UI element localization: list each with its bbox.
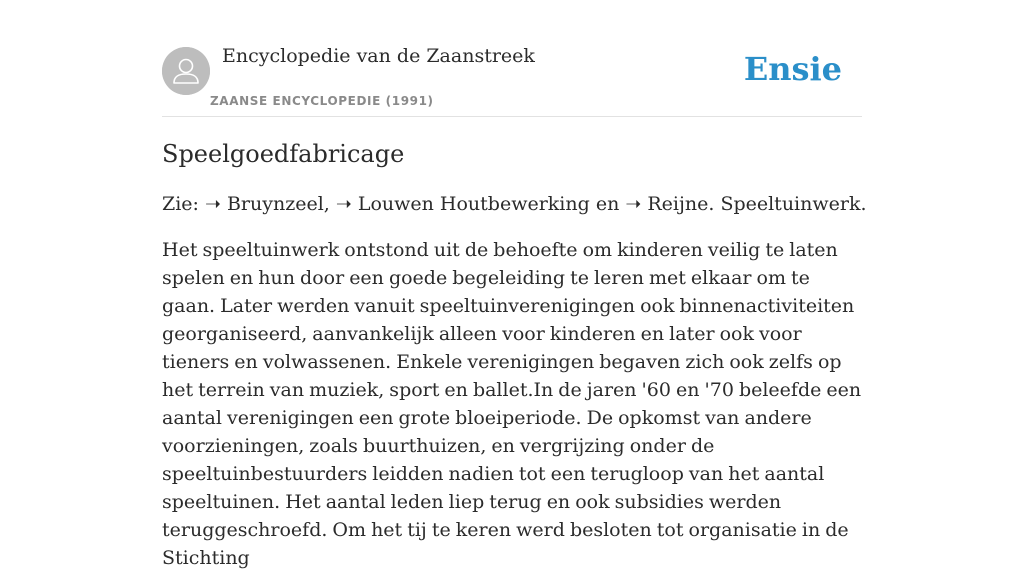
- see-also-connector: en: [595, 193, 620, 215]
- see-also-prefix: Zie:: [162, 193, 199, 215]
- arrow-right-icon: ➝: [204, 193, 221, 215]
- arrow-right-icon: ➝: [625, 193, 642, 215]
- link-bruynzeel[interactable]: Bruynzeel,: [226, 193, 330, 215]
- ensie-logo[interactable]: Ensie: [743, 50, 842, 88]
- link-reijne[interactable]: Reijne.: [647, 193, 715, 215]
- source-title-link[interactable]: Encyclopedie van de Zaanstreek: [222, 45, 535, 67]
- article: [162, 138, 867, 572]
- source-subtitle: ZAANSE ENCYCLOPEDIE (1991): [210, 94, 434, 108]
- header: [162, 0, 862, 117]
- see-also-line: [162, 190, 867, 218]
- arrow-right-icon: ➝: [335, 193, 352, 215]
- see-also-suffix: Speeltuinwerk.: [720, 193, 867, 215]
- entry-title: Speelgoedfabricage: [162, 140, 405, 168]
- user-placeholder-icon: [162, 47, 210, 95]
- article-body: Het speeltuinwerk ontstond uit de behoefte om kinderen veilig te laten spelen en hun door een goede begeleiding te leren met elkaar om te gaan. Later werden vanuit speeltuinverenigingen ook binnenactiviteiten georganiseerd, aanvankelijk alleen voor kinderen en later ook voor tieners en volwassenen. Enkele verenigingen begaven zich ook zelfs op het terrein van muziek, sport en ballet.In de jaren '60 en '70 beleefde een aantal verenigingen een grote bloeiperiode. De opkomst van andere voorzieningen, zoals buurthuizen, en vergrijzing onder de speeltuinbestuurders leidden nadien tot een terugloop van het aantal speeltuinen. Het aantal leden liep terug en ook subsidies werden teruggeschroefd. Om het tij te keren werd besloten tot organisatie in de Stichting: [162, 239, 862, 569]
- link-louwen-houtbewerking[interactable]: Louwen Houtbewerking: [357, 193, 590, 215]
